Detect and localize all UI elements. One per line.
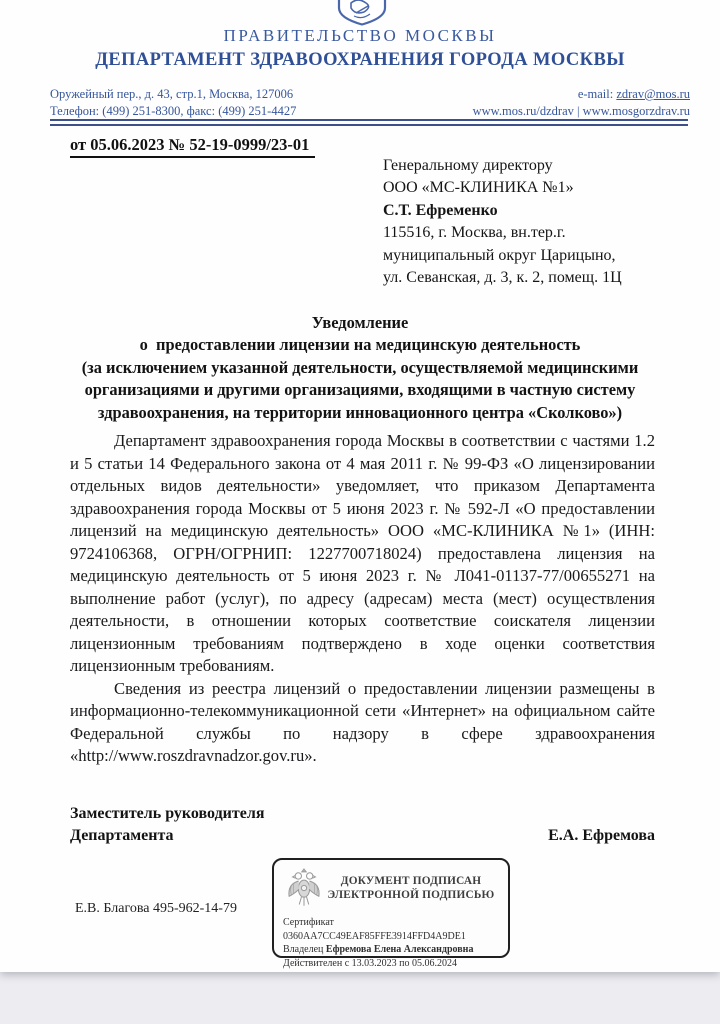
recipient-block xyxy=(383,155,673,289)
org-websites: www.mos.ru/dzdrav | www.mosgorzdrav.ru xyxy=(472,104,690,118)
signer-position-line-1: Заместитель руководителя xyxy=(70,805,265,822)
title-subject: о предоставлении лицензии на медицинскую деятельность xyxy=(139,335,581,355)
contact-left xyxy=(50,86,296,120)
stamp-title-line-2: ЭЛЕКТРОННОЙ ПОДПИСЬЮ xyxy=(327,889,495,901)
recipient-position: Генеральному директору xyxy=(383,157,553,174)
body-paragraph-1: Департамент здравоохранения города Москвы в соответствии с частями 1.2 и 5 статьи 14 Федерального закона от 4 мая 2011 г. № 99-ФЗ «О лицензировании отдельных видов деятельности» уведомляет, что приказом Департамента здравоохранения города Москвы от 5 июня 2023 г. № 592-Л «О предоставлении лицензий на медицинскую деятельность» ООО «МС-КЛИНИКА №1» (ИНН: 9724106368, ОГРН/ОГРНИП: 1227700718024) предоставлена лицензия на медицинскую деятельность от 5 июня 2023 г. № Л041-01137-77/00655271 на выполнение работ (услуг), по адресу (адресам) места (мест) осуществления деятельности, в отношении которых соответствие соискателя лицензии лицензионным требованиям подтверждено в ходе оценки соответствия лицензионным требованиям. xyxy=(70,431,655,675)
recipient-company: ООО «МС-КЛИНИКА №1» xyxy=(383,179,574,197)
stamp-owner-name: Ефремова Елена Александровна xyxy=(325,944,474,955)
document-date-number: от 05.06.2023 № 52-19-0999/23-01 xyxy=(70,135,315,158)
contact-right xyxy=(473,86,690,120)
signer-position-line-2: Департамента xyxy=(70,827,174,844)
email-link: zdrav@mos.ru xyxy=(616,87,690,101)
org-email-line xyxy=(473,86,690,103)
letterhead-divider xyxy=(50,119,688,126)
recipient-address-3: ул. Севанская, д. 3, к. 2, помещ. 1Ц xyxy=(383,269,622,287)
stamp-owner-label: Владелец xyxy=(283,944,326,955)
signer-position xyxy=(70,803,265,847)
signature-block xyxy=(70,803,655,847)
stamp-details xyxy=(283,916,499,970)
signer-name: Е.А. Ефремова xyxy=(548,827,655,844)
document-title xyxy=(55,312,665,424)
body-paragraph-2: Сведения из реестра лицензий о предоставлении лицензии размещены в информационно-телекоммуникационной сети «Интернет» на официальном сайте Федеральной службы по надзору в сфере здравоохранения «http://www.roszdravnadzor.gov.ru». xyxy=(70,678,655,765)
recipient-address-1: 115516, г. Москва, вн.тер.г. xyxy=(383,224,566,242)
title-word: Уведомление xyxy=(311,313,409,332)
title-exception-clause: (за исключением указанной деятельности, осуществляемой медицинскими организациями и другими организациями, входящими в частную систему здравоохранения, на территории инновационного центра «Сколково») xyxy=(81,357,639,422)
email-label: e-mail: xyxy=(577,87,617,101)
stamp-title xyxy=(323,874,499,902)
stamp-certificate: Сертификат 0360AA7CC49EAF85FFE3914FFD4A9DE1 xyxy=(283,917,466,942)
double-headed-eagle-icon xyxy=(285,867,323,909)
executor-contact: Е.В. Благова 495-962-14-79 xyxy=(75,901,237,916)
recipient-address-2: муниципальный округ Царицыно, xyxy=(383,246,616,264)
government-title: ПРАВИТЕЛЬСТВО МОСКВЫ xyxy=(223,26,497,45)
department-title: ДЕПАРТАМЕНТ ЗДРАВООХРАНЕНИЯ ГОРОДА МОСКВЫ xyxy=(95,50,625,70)
stamp-owner xyxy=(283,943,499,957)
electronic-signature-stamp xyxy=(272,858,510,969)
stamp-header xyxy=(283,867,499,909)
stamp-title-line-1: ДОКУМЕНТ ПОДПИСАН xyxy=(340,875,482,887)
recipient-name: С.Т. Ефременко xyxy=(383,201,498,219)
stamp-validity: Действителен с 13.03.2023 по 05.06.2024 xyxy=(283,957,457,969)
document-body xyxy=(70,430,655,768)
contact-block xyxy=(50,86,690,120)
org-address: Оружейный пер., д. 43, стр.1, Москва, 127006 xyxy=(50,87,294,101)
org-phone-fax: Телефон: (499) 251-8300, факс: (499) 251-4427 xyxy=(50,104,297,118)
moscow-coat-of-arms-icon xyxy=(334,0,390,26)
